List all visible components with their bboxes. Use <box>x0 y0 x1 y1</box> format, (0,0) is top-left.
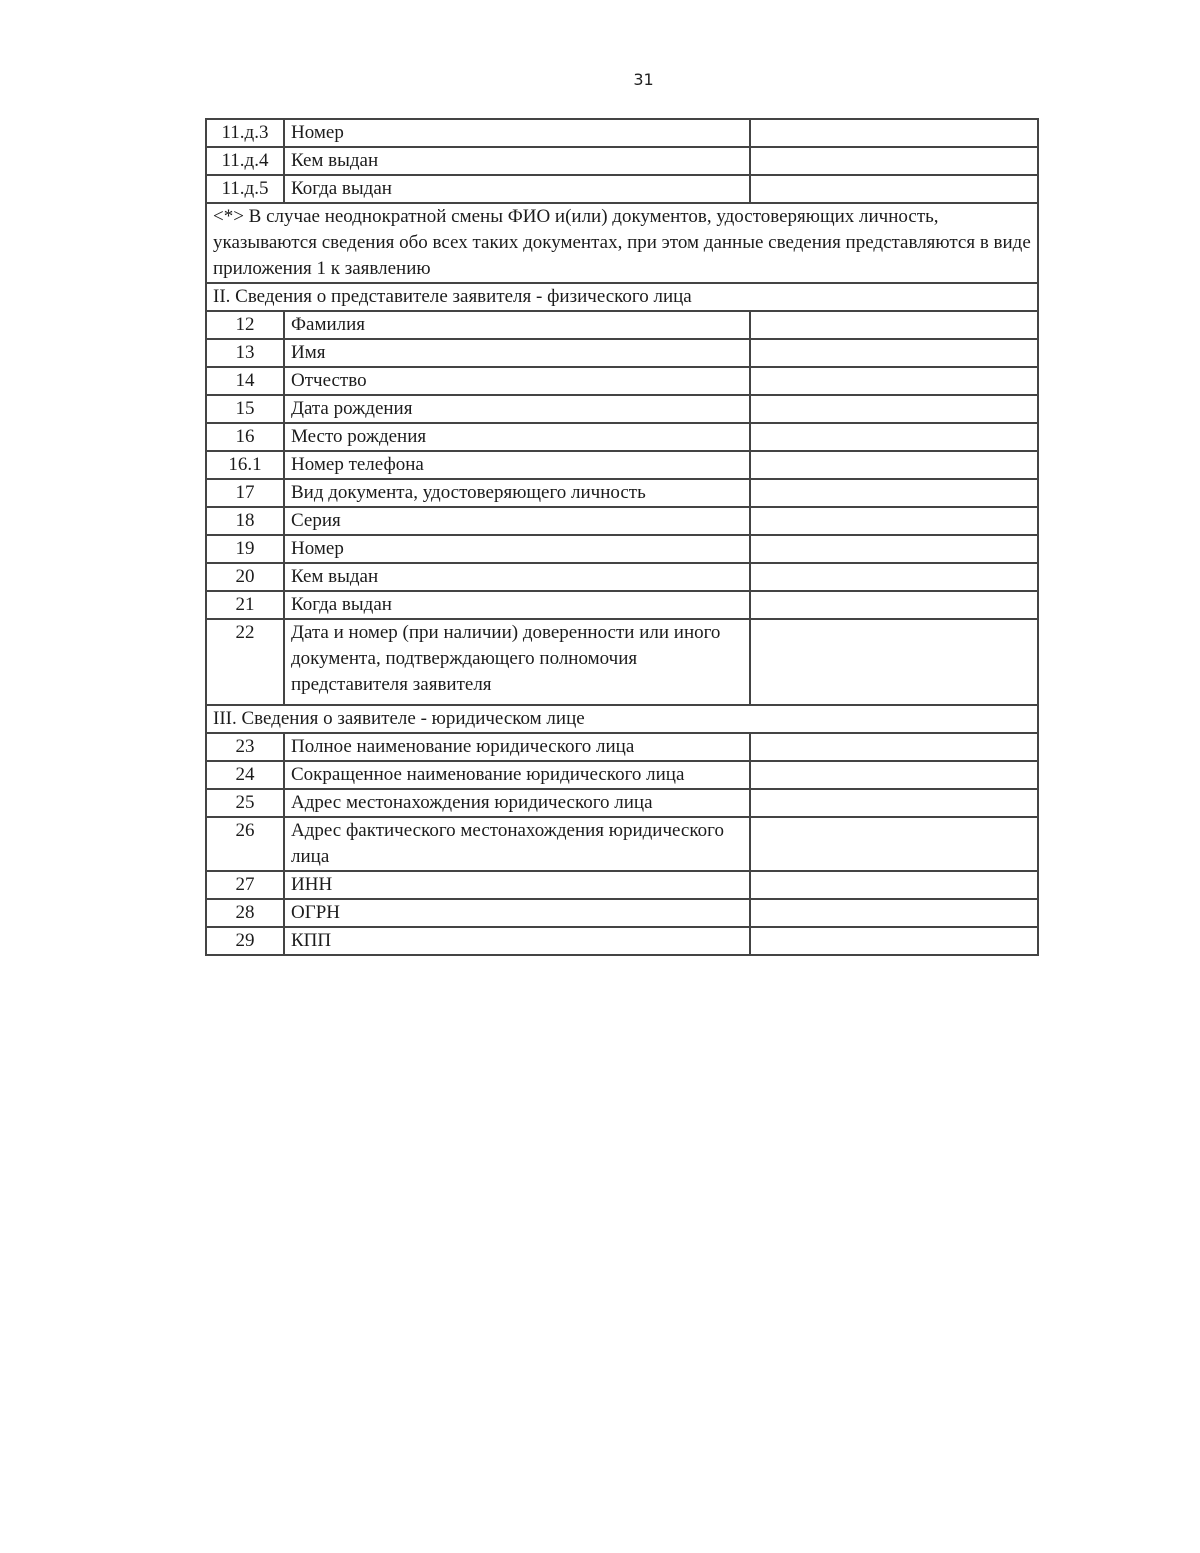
table-row <box>206 871 1038 899</box>
row-value-cell[interactable] <box>750 119 1038 147</box>
row-label: Вид документа, удостоверяющего личность <box>284 479 750 507</box>
row-label: Фамилия <box>284 311 750 339</box>
row-value-cell[interactable] <box>750 507 1038 535</box>
table-row <box>206 761 1038 789</box>
row-number: 21 <box>206 591 284 619</box>
row-value-cell[interactable] <box>750 479 1038 507</box>
row-number: 16 <box>206 423 284 451</box>
table-row <box>206 789 1038 817</box>
table-row <box>206 423 1038 451</box>
row-value-cell[interactable] <box>750 535 1038 563</box>
row-number: 15 <box>206 395 284 423</box>
table-row <box>206 899 1038 927</box>
row-label: Сокращенное наименование юридического лица <box>284 761 750 789</box>
row-number: 11.д.3 <box>206 119 284 147</box>
row-value-cell[interactable] <box>750 761 1038 789</box>
row-value-cell[interactable] <box>750 591 1038 619</box>
row-label: Когда выдан <box>284 175 750 203</box>
row-number: 25 <box>206 789 284 817</box>
footnote-text: <*> В случае неоднократной смены ФИО и(или) документов, удостоверяющих личность, указываются сведения обо всех таких документах, при этом данные сведения представляются в виде приложения 1 к заявлению <box>206 203 1038 283</box>
row-number: 14 <box>206 367 284 395</box>
table-row <box>206 339 1038 367</box>
row-value-cell[interactable] <box>750 619 1038 705</box>
row-number: 11.д.5 <box>206 175 284 203</box>
table-row <box>206 147 1038 175</box>
row-label: Когда выдан <box>284 591 750 619</box>
table-row <box>206 119 1038 147</box>
row-value-cell[interactable] <box>750 311 1038 339</box>
table-row <box>206 507 1038 535</box>
table-row <box>206 927 1038 955</box>
row-number: 18 <box>206 507 284 535</box>
row-label: Кем выдан <box>284 563 750 591</box>
row-value-cell[interactable] <box>750 871 1038 899</box>
section-header-row <box>206 283 1038 311</box>
row-label: ОГРН <box>284 899 750 927</box>
row-label: Адрес местонахождения юридического лица <box>284 789 750 817</box>
row-number: 11.д.4 <box>206 147 284 175</box>
table-row <box>206 733 1038 761</box>
table-row <box>206 311 1038 339</box>
row-label: ИНН <box>284 871 750 899</box>
row-number: 24 <box>206 761 284 789</box>
row-number: 26 <box>206 817 284 871</box>
row-number: 16.1 <box>206 451 284 479</box>
row-label: Дата рождения <box>284 395 750 423</box>
row-value-cell[interactable] <box>750 367 1038 395</box>
footnote-row <box>206 203 1038 283</box>
row-label: Номер телефона <box>284 451 750 479</box>
table-row <box>206 395 1038 423</box>
section-3-title: III. Сведения о заявителе - юридическом лице <box>206 705 1038 733</box>
row-number: 27 <box>206 871 284 899</box>
row-label: Полное наименование юридического лица <box>284 733 750 761</box>
row-value-cell[interactable] <box>750 423 1038 451</box>
row-value-cell[interactable] <box>750 175 1038 203</box>
row-number: 22 <box>206 619 284 705</box>
page-number: 31 <box>633 70 654 89</box>
row-number: 23 <box>206 733 284 761</box>
row-label: Дата и номер (при наличии) доверенности или иного документа, подтверждающего полномочия представителя заявителя <box>284 619 750 705</box>
application-form-table <box>205 118 1039 956</box>
row-number: 29 <box>206 927 284 955</box>
row-number: 13 <box>206 339 284 367</box>
row-label: Номер <box>284 535 750 563</box>
row-number: 17 <box>206 479 284 507</box>
table-row <box>206 591 1038 619</box>
table-row <box>206 479 1038 507</box>
row-number: 20 <box>206 563 284 591</box>
row-number: 19 <box>206 535 284 563</box>
row-value-cell[interactable] <box>750 451 1038 479</box>
row-value-cell[interactable] <box>750 789 1038 817</box>
row-value-cell[interactable] <box>750 817 1038 871</box>
table-row <box>206 619 1038 705</box>
table-row <box>206 451 1038 479</box>
row-label: Имя <box>284 339 750 367</box>
row-value-cell[interactable] <box>750 563 1038 591</box>
section-2-title: II. Сведения о представителе заявителя - физического лица <box>206 283 1038 311</box>
row-value-cell[interactable] <box>750 395 1038 423</box>
row-label: Место рождения <box>284 423 750 451</box>
row-value-cell[interactable] <box>750 733 1038 761</box>
table-row <box>206 563 1038 591</box>
row-label: Серия <box>284 507 750 535</box>
row-label: Кем выдан <box>284 147 750 175</box>
table-row <box>206 817 1038 871</box>
row-value-cell[interactable] <box>750 927 1038 955</box>
row-label: Адрес фактического местонахождения юридического лица <box>284 817 750 871</box>
section-header-row <box>206 705 1038 733</box>
row-number: 12 <box>206 311 284 339</box>
row-label: КПП <box>284 927 750 955</box>
row-value-cell[interactable] <box>750 147 1038 175</box>
row-value-cell[interactable] <box>750 899 1038 927</box>
table-row <box>206 367 1038 395</box>
row-label: Отчество <box>284 367 750 395</box>
row-value-cell[interactable] <box>750 339 1038 367</box>
row-label: Номер <box>284 119 750 147</box>
row-number: 28 <box>206 899 284 927</box>
table-row <box>206 535 1038 563</box>
table-row <box>206 175 1038 203</box>
